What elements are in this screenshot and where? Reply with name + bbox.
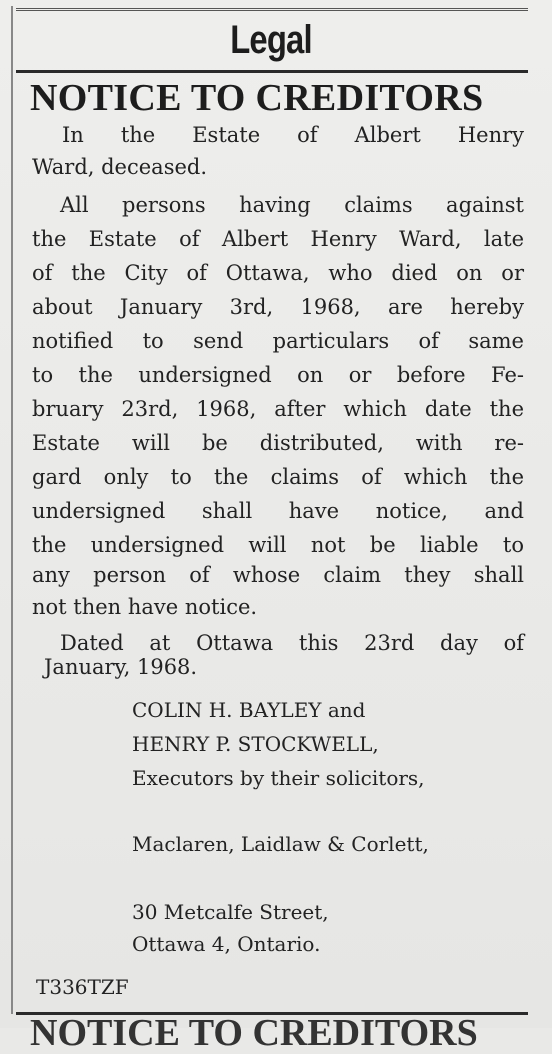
body-line: undersigned shall have notice, and (32, 499, 524, 523)
solicitors-line: Maclaren, Laidlaw & Corlett, (132, 832, 429, 856)
reference-code: T336TZF (36, 975, 129, 999)
next-notice-title-text: NOTICE TO CREDITORS (30, 1012, 478, 1054)
body-line: about January 3rd, 1968, are hereby (32, 295, 524, 319)
body-line: gard only to the claims of which the (32, 465, 524, 489)
signatory-line: HENRY P. STOCKWELL, (132, 732, 379, 756)
intro-line: In the Estate of Albert Henry (62, 123, 524, 147)
body-line: any person of whose claim they shall (32, 563, 524, 587)
body-line: notified to send particulars of same (32, 329, 524, 353)
body-line: Estate will be distributed, with re- (32, 431, 524, 455)
header-rule (16, 70, 528, 73)
column-rule (11, 6, 13, 1014)
notice-title: NOTICE TO CREDITORS (30, 77, 484, 119)
body-line: the Estate of Albert Henry Ward, late (32, 227, 524, 251)
body-line: bruary 23rd, 1968, after which date the (32, 397, 524, 421)
body-line: to the undersigned on or before Fe- (32, 363, 524, 387)
body-line: of the City of Ottawa, who died on or (32, 261, 524, 285)
next-notice-title (30, 1012, 530, 1054)
body-line: All persons having claims against (60, 193, 524, 217)
dated-line: Dated at Ottawa this 23rd day of (60, 631, 524, 655)
section-header: Legal (230, 18, 312, 62)
body-line: the undersigned will not be liable to (32, 533, 524, 557)
address-line: Ottawa 4, Ontario. (132, 932, 321, 956)
signatory-line: Executors by their solicitors, (132, 766, 425, 790)
signatory-line: COLIN H. BAYLEY and (132, 698, 366, 722)
body-line: not then have notice. (32, 595, 258, 619)
address-line: 30 Metcalfe Street, (132, 900, 329, 924)
dated-line: January, 1968. (44, 655, 198, 679)
intro-line: Ward, deceased. (32, 155, 208, 179)
top-rule (16, 8, 528, 11)
